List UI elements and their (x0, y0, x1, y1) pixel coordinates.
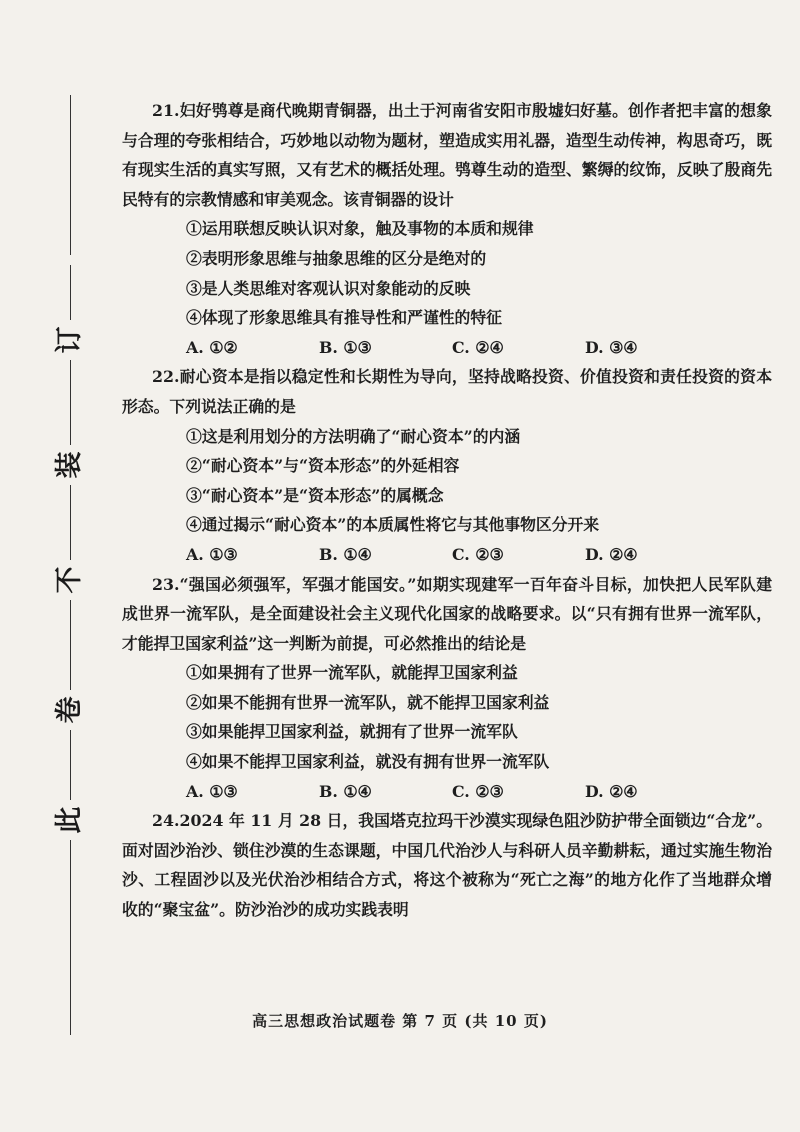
question-stem (122, 570, 772, 659)
choice-b[interactable]: B. ①④ (319, 781, 372, 801)
option-4: ④通过揭示“耐心资本”的本质属性将它与其他事物区分开来 (186, 515, 600, 535)
question-number: 21. (152, 101, 180, 120)
binding-margin (0, 0, 110, 1132)
question-list (122, 96, 772, 925)
choice-a[interactable]: A. ①③ (186, 544, 238, 564)
choice-c[interactable]: C. ②④ (452, 337, 504, 357)
option-1: ①如果拥有了世界一流军队，就能捍卫国家利益 (186, 663, 518, 683)
question-number: 24. (152, 811, 180, 831)
choice-b[interactable]: B. ①③ (319, 337, 372, 357)
question-stem (122, 806, 772, 924)
binding-char: 不 (50, 560, 90, 600)
choice-d[interactable]: D. ③④ (585, 337, 638, 357)
binding-char: 订 (50, 320, 90, 360)
question-text: 2024 年 11 月 28 日，我国塔克拉玛干沙漠实现绿色阻沙防护带全面锁边“合龙”。面对固沙治沙、锁住沙漠的生态课题，中国几代治沙人与科研人员辛勤耕耘，通过实施生物治沙、工程固沙以及光伏治沙相结合方式，将这个被称为“死亡之海”的地方化作了当地群众增收的“聚宝盆”。防沙治沙的成功实践表明 (122, 811, 772, 920)
page-footer: 高三思想政治试题卷 第 7 页 (共 10 页) (252, 1012, 548, 1030)
binding-line (70, 265, 71, 1035)
question-21 (122, 96, 772, 362)
binding-char: 卷 (50, 690, 90, 730)
binding-line (70, 95, 71, 255)
question-24 (122, 806, 772, 924)
choice-a[interactable]: A. ①② (186, 337, 238, 357)
option-1: ①运用联想反映认识对象，触及事物的本质和规律 (186, 219, 534, 239)
question-stem (122, 362, 772, 421)
binding-char: 此 (50, 800, 90, 840)
option-2: ②“耐心资本”与“资本形态”的外延相容 (186, 456, 460, 476)
question-text: 耐心资本是指以稳定性和长期性为导向，坚持战略投资、价值投资和责任投资的资本形态。下列说法正确的是 (122, 367, 772, 416)
binding-char: 装 (50, 445, 90, 485)
question-text: 妇好鸮尊是商代晚期青铜器，出土于河南省安阳市殷墟妇好墓。创作者把丰富的想象与合理的夸张相结合，巧妙地以动物为题材，塑造成实用礼器，造型生动传神，构思奇巧，既有现实生活的真实写照，又有艺术的概括处理。鸮尊生动的造型、繁缛的纹饰，反映了殷商先民特有的宗教情感和审美观念。该青铜器的设计 (122, 101, 772, 209)
question-text: “强国必须强军，军强才能国安。”如期实现建军一百年奋斗目标，加快把人民军队建成世界一流军队，是全面建设社会主义现代化国家的战略要求。以“只有拥有世界一流军队，才能捍卫国家利益”这一判断为前提，可必然推出的结论是 (122, 574, 772, 653)
option-2: ②如果不能拥有世界一流军队，就不能捍卫国家利益 (186, 692, 550, 712)
question-number: 23. (152, 574, 180, 594)
option-3: ③如果能捍卫国家利益，就拥有了世界一流军队 (186, 722, 518, 742)
answer-choices (122, 777, 772, 807)
choice-d[interactable]: D. ②④ (585, 544, 638, 564)
question-23 (122, 570, 772, 807)
choice-d[interactable]: D. ②④ (585, 781, 638, 801)
option-3: ③是人类思维对客观认识对象能动的反映 (186, 278, 471, 298)
option-1: ①这是利用划分的方法明确了“耐心资本”的内涵 (186, 426, 521, 446)
option-3: ③“耐心资本”是“资本形态”的属概念 (186, 485, 444, 505)
option-4: ④体现了形象思维具有推导性和严谨性的特征 (186, 308, 502, 328)
option-4: ④如果不能捍卫国家利益，就没有拥有世界一流军队 (186, 752, 550, 772)
question-number: 22. (152, 367, 180, 387)
choice-c[interactable]: C. ②③ (452, 781, 504, 801)
answer-choices (122, 333, 772, 363)
choice-a[interactable]: A. ①③ (186, 781, 238, 801)
question-22 (122, 362, 772, 569)
answer-choices (122, 540, 772, 570)
choice-b[interactable]: B. ①④ (319, 544, 372, 564)
question-stem (122, 96, 772, 214)
choice-c[interactable]: C. ②③ (452, 544, 504, 564)
option-2: ②表明形象思维与抽象思维的区分是绝对的 (186, 248, 487, 268)
